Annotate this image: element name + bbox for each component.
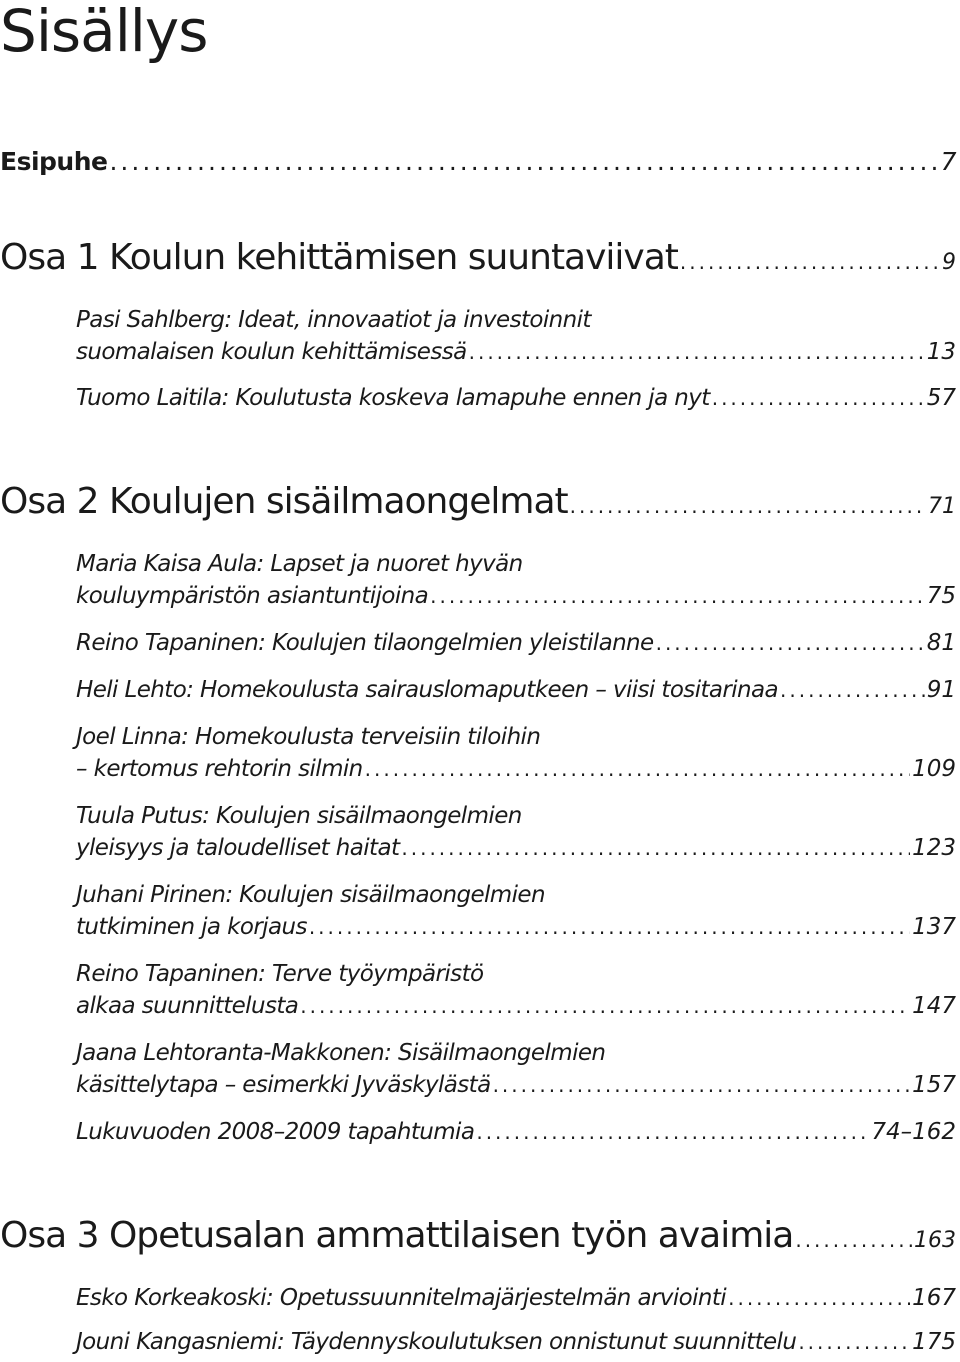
toc-line (0, 144, 956, 180)
article-title-line-1: Joel Linna: Homekoulusta terveisiin tiloihin (76, 724, 541, 750)
toc-page-number: 123 (912, 835, 956, 861)
toc-page-number: 81 (926, 630, 956, 656)
article-title-line-2: käsittelytapa – esimerkki Jyväskylästä (76, 1072, 491, 1098)
article-title-line-2: kouluympäristön asiantuntijoina (76, 583, 429, 609)
leader-dots (365, 753, 910, 785)
leader-dots (493, 1069, 911, 1101)
toc-page-number: 147 (912, 993, 956, 1019)
toc-page-number: 75 (926, 583, 956, 609)
leader-dots (300, 990, 910, 1022)
part-title: Osa 1 Koulun kehittämisen suuntaviivat (0, 237, 678, 278)
toc-entry-label: Esipuhe (0, 147, 108, 176)
toc-page-number: 13 (926, 339, 956, 365)
toc-page-number: 71 (928, 494, 956, 519)
article-title: Reino Tapaninen: Koulujen tilaongelmien yleistilanne (76, 630, 654, 656)
leader-dots (728, 1282, 910, 1314)
toc-line (76, 1282, 956, 1314)
toc-article[interactable] (76, 1037, 956, 1101)
article-title: Heli Lehto: Homekoulusta sairauslomaputkeen – viisi tositarinaa (76, 677, 779, 703)
leader-dots (401, 832, 910, 864)
toc-page-number: 91 (926, 677, 956, 703)
toc-article[interactable] (76, 304, 956, 368)
leader-dots (570, 484, 926, 528)
toc-line (76, 990, 956, 1022)
leader-dots (680, 240, 940, 284)
toc-line (76, 832, 956, 864)
leader-dots (780, 674, 925, 706)
leader-dots (795, 1218, 912, 1262)
leader-dots (430, 580, 925, 612)
toc-line (76, 580, 956, 612)
toc-article[interactable] (76, 721, 956, 785)
article-title-line-1: Jaana Lehtoranta-Makkonen: Sisäilmaongelmien (76, 1040, 606, 1066)
toc-entry-preface[interactable] (0, 144, 956, 180)
toc-page-number: 109 (912, 756, 956, 782)
article-title-line-2: tutkiminen ja korjaus (76, 914, 307, 940)
toc-line (76, 1116, 956, 1148)
toc-article[interactable] (76, 879, 956, 943)
toc-article[interactable] (76, 800, 956, 864)
toc-line (76, 1326, 956, 1358)
toc-article[interactable] (76, 958, 956, 1022)
part-title: Osa 3 Opetusalan ammattilaisen työn avaimia (0, 1215, 794, 1256)
toc-page-number: 167 (912, 1285, 956, 1311)
leader-dots (798, 1326, 910, 1358)
toc-line (0, 480, 956, 529)
toc-part-1[interactable] (0, 236, 956, 285)
article-title-line-1: Tuula Putus: Koulujen sisäilmaongelmien (76, 803, 522, 829)
article-title: Tuomo Laitila: Koulutusta koskeva lamapuhe ennen ja nyt (76, 385, 710, 411)
part-title: Osa 2 Koulujen sisäilmaongelmat (0, 481, 568, 522)
toc-page-number: 9 (942, 250, 956, 275)
toc-page-number: 7 (940, 147, 956, 176)
toc-line (76, 336, 956, 368)
toc-article[interactable] (76, 627, 956, 659)
leader-dots (656, 627, 925, 659)
toc-page-number: 137 (912, 914, 956, 940)
leader-dots (309, 911, 910, 943)
article-title-line-1: Maria Kaisa Aula: Lapset ja nuoret hyvän (76, 551, 523, 577)
toc-line (76, 627, 956, 659)
toc-article[interactable] (76, 1326, 956, 1358)
article-title-line-2: yleisyys ja taloudelliset haitat (76, 835, 400, 861)
leader-dots (469, 336, 925, 368)
toc-page-number: 74–162 (871, 1119, 956, 1145)
toc-page-number: 157 (912, 1072, 956, 1098)
toc-page-number: 57 (926, 385, 956, 411)
toc-line (76, 753, 956, 785)
leader-dots (712, 382, 925, 414)
toc-page-number: 175 (912, 1329, 956, 1355)
toc-part-2[interactable] (0, 480, 956, 529)
article-title-line-2: – kertomus rehtorin silmin (76, 756, 363, 782)
leader-dots (109, 144, 938, 180)
article-title: Esko Korkeakoski: Opetussuunnitelmajärjestelmän arviointi (76, 1285, 727, 1311)
toc-article[interactable] (76, 674, 956, 706)
toc-line (76, 911, 956, 943)
toc-part-3[interactable] (0, 1214, 956, 1263)
toc-line (76, 674, 956, 706)
article-title-line-1: Juhani Pirinen: Koulujen sisäilmaongelmien (76, 882, 545, 908)
page-title: Sisällys (0, 0, 208, 65)
article-title: Jouni Kangasniemi: Täydennyskoulutuksen onnistunut suunnittelu (76, 1329, 797, 1355)
toc-page-number: 163 (914, 1228, 956, 1253)
article-title-line-2: alkaa suunnittelusta (76, 993, 299, 1019)
toc-line (76, 1069, 956, 1101)
toc-article[interactable] (76, 548, 956, 612)
article-title-line-1: Reino Tapaninen: Terve työympäristö (76, 961, 484, 987)
article-title: Lukuvuoden 2008–2009 tapahtumia (76, 1119, 475, 1145)
toc-article[interactable] (76, 1282, 956, 1314)
article-title-line-2: suomalaisen koulun kehittämisessä (76, 339, 467, 365)
toc-article[interactable] (76, 1116, 956, 1148)
toc-line (76, 382, 956, 414)
leader-dots (476, 1116, 869, 1148)
toc-article[interactable] (76, 382, 956, 414)
toc-line (0, 236, 956, 285)
article-title-line-1: Pasi Sahlberg: Ideat, innovaatiot ja investoinnit (76, 307, 591, 333)
toc-line (0, 1214, 956, 1263)
